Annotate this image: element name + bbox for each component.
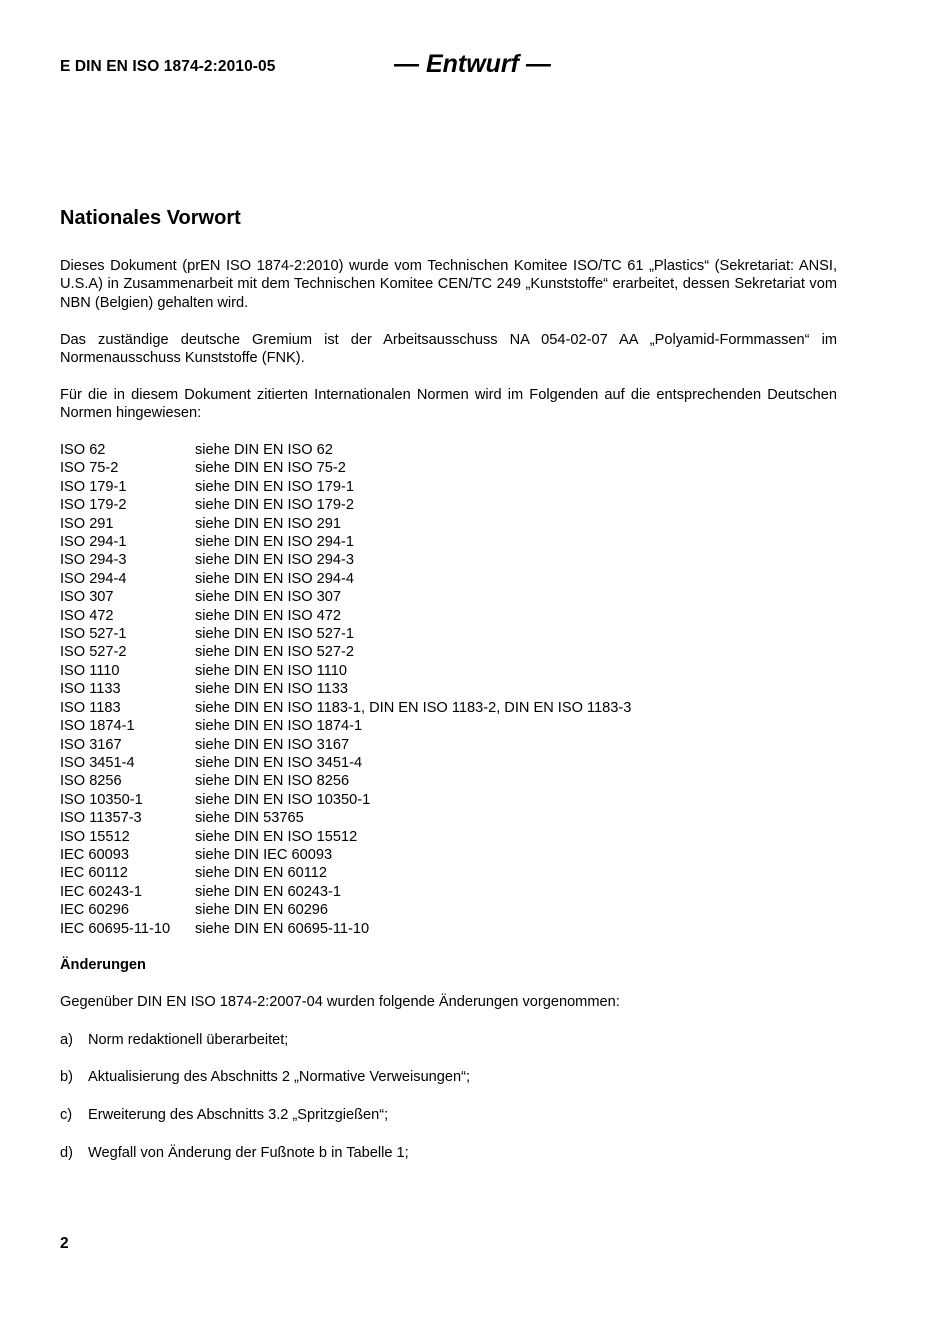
german-norm-reference: siehe DIN EN ISO 179-1	[195, 478, 354, 495]
change-item-marker: a)	[60, 1031, 73, 1048]
norm-reference-row	[60, 496, 631, 514]
norm-reference-row	[60, 459, 631, 477]
international-norm: IEC 60243-1	[60, 883, 142, 900]
change-item	[60, 1031, 837, 1049]
german-norm-reference: siehe DIN IEC 60093	[195, 846, 333, 863]
norm-reference-row	[60, 772, 631, 790]
international-norm: IEC 60093	[60, 846, 129, 863]
norm-reference-row	[60, 551, 631, 569]
international-norm: ISO 294-3	[60, 552, 127, 569]
norm-reference-row	[60, 717, 631, 735]
norm-reference-row	[60, 441, 631, 459]
change-item	[60, 1068, 837, 1086]
international-norm: ISO 179-2	[60, 497, 127, 514]
norm-reference-row	[60, 607, 631, 625]
international-norm: IEC 60695-11-10	[60, 920, 171, 937]
international-norm: ISO 15512	[60, 828, 130, 845]
german-norm-reference: siehe DIN EN ISO 294-1	[195, 534, 354, 551]
german-norm-reference: siehe DIN EN 60695-11-10	[195, 920, 370, 937]
international-norm: ISO 294-1	[60, 534, 127, 551]
change-item-text: Norm redaktionell überarbeitet;	[88, 1031, 289, 1048]
german-norm-reference: siehe DIN EN ISO 307	[195, 589, 342, 606]
german-norm-reference: siehe DIN EN ISO 527-1	[195, 626, 354, 643]
international-norm: ISO 8256	[60, 773, 122, 790]
section-title: Nationales Vorwort	[60, 207, 241, 229]
norm-reference-row	[60, 643, 631, 661]
german-norm-reference: siehe DIN 53765	[195, 810, 304, 827]
german-norm-reference: siehe DIN EN ISO 10350-1	[195, 791, 371, 808]
changes-heading: Änderungen	[60, 957, 146, 974]
change-item	[60, 1106, 837, 1124]
international-norm: IEC 60112	[60, 865, 128, 882]
international-norm: ISO 62	[60, 442, 106, 459]
german-norm-reference: siehe DIN EN ISO 1133	[195, 681, 349, 698]
international-norm: ISO 472	[60, 607, 114, 624]
norm-reference-table	[60, 441, 631, 938]
german-norm-reference: siehe DIN EN ISO 1874-1	[195, 718, 363, 735]
german-norm-reference: siehe DIN EN ISO 75-2	[195, 460, 346, 477]
norm-reference-row	[60, 920, 631, 938]
norm-reference-row	[60, 680, 631, 698]
norm-reference-row	[60, 901, 631, 919]
international-norm: IEC 60296	[60, 902, 129, 919]
change-item-text: Aktualisierung des Abschnitts 2 „Normative Verweisungen“;	[88, 1069, 471, 1086]
german-norm-reference: siehe DIN EN ISO 472	[195, 607, 342, 624]
german-norm-reference: siehe DIN EN ISO 1183-1, DIN EN ISO 1183-2, DIN EN ISO 1183-3	[195, 699, 632, 716]
norm-reference-row	[60, 478, 631, 496]
norm-reference-row	[60, 699, 631, 717]
german-norm-reference: siehe DIN EN ISO 294-4	[195, 570, 354, 587]
norm-reference-row	[60, 791, 631, 809]
international-norm: ISO 1183	[60, 699, 121, 716]
change-item-marker: b)	[60, 1069, 73, 1086]
international-norm: ISO 294-4	[60, 570, 127, 587]
international-norm: ISO 11357-3	[60, 810, 142, 827]
norm-reference-row	[60, 883, 631, 901]
international-norm: ISO 307	[60, 589, 114, 606]
german-norm-reference: siehe DIN EN ISO 3451-4	[195, 754, 363, 771]
international-norm: ISO 75-2	[60, 460, 119, 477]
international-norm: ISO 1874-1	[60, 718, 135, 735]
international-norm: ISO 1110	[60, 662, 120, 679]
change-item-text: Wegfall von Änderung der Fußnote b in Tabelle 1;	[88, 1144, 409, 1161]
german-norm-reference: siehe DIN EN ISO 179-2	[195, 497, 354, 514]
norm-reference-row	[60, 515, 631, 533]
german-norm-reference: siehe DIN EN 60112	[195, 865, 327, 882]
change-item-text: Erweiterung des Abschnitts 3.2 „Spritzgießen“;	[88, 1106, 389, 1123]
foreword-paragraph-3: Für die in diesem Dokument zitierten Internationalen Normen wird im Folgenden auf die entsprechenden Deutschen Normen hingewiesen:	[60, 386, 837, 422]
german-norm-reference: siehe DIN EN ISO 291	[195, 515, 342, 532]
international-norm: ISO 3451-4	[60, 754, 135, 771]
norm-reference-row	[60, 588, 631, 606]
german-norm-reference: siehe DIN EN 60296	[195, 902, 329, 919]
change-item-marker: c)	[60, 1106, 73, 1123]
page-number: 2	[60, 1235, 69, 1252]
international-norm: ISO 527-1	[60, 626, 127, 643]
international-norm: ISO 179-1	[60, 478, 127, 495]
german-norm-reference: siehe DIN EN ISO 8256	[195, 773, 350, 790]
international-norm: ISO 1133	[60, 681, 121, 698]
foreword-paragraph-2: Das zuständige deutsche Gremium ist der Arbeitsausschuss NA 054-02-07 AA „Polyamid-Formmassen“ im Normenausschuss Kunststoffe (FNK).	[60, 331, 837, 367]
norm-reference-row	[60, 864, 631, 882]
german-norm-reference: siehe DIN EN 60243-1	[195, 883, 342, 900]
norm-reference-row	[60, 570, 631, 588]
norm-reference-row	[60, 533, 631, 551]
norm-reference-row	[60, 754, 631, 772]
international-norm: ISO 291	[60, 515, 114, 532]
draft-label: — Entwurf —	[394, 50, 551, 78]
international-norm: ISO 527-2	[60, 644, 127, 661]
foreword-content	[60, 257, 837, 1162]
changes-intro: Gegenüber DIN EN ISO 1874-2:2007-04 wurden folgende Änderungen vorgenommen:	[60, 994, 620, 1011]
german-norm-reference: siehe DIN EN ISO 3167	[195, 736, 350, 753]
norm-reference-row	[60, 625, 631, 643]
german-norm-reference: siehe DIN EN ISO 62	[195, 442, 333, 459]
international-norm: ISO 3167	[60, 736, 122, 753]
german-norm-reference: siehe DIN EN ISO 527-2	[195, 644, 354, 661]
norm-reference-row	[60, 809, 631, 827]
german-norm-reference: siehe DIN EN ISO 294-3	[195, 552, 354, 569]
german-norm-reference: siehe DIN EN ISO 1110	[195, 662, 347, 679]
norm-reference-row	[60, 828, 631, 846]
changes-list	[60, 1031, 837, 1162]
change-item-marker: d)	[60, 1144, 73, 1161]
change-item	[60, 1144, 837, 1162]
german-norm-reference: siehe DIN EN ISO 15512	[195, 828, 358, 845]
norm-reference-row	[60, 846, 631, 864]
document-id: E DIN EN ISO 1874-2:2010-05	[60, 58, 276, 75]
norm-reference-row	[60, 662, 631, 680]
foreword-paragraph-1: Dieses Dokument (prEN ISO 1874-2:2010) wurde vom Technischen Komitee ISO/TC 61 „Plastics“ (Sekretariat: ANSI, U.S.A) in Zusammenarbeit mit dem Technischen Komitee CEN/TC 249 „Kunststoffe“ erarbeitet, dessen Sekretariat vom NBN (Belgien) gehalten wird.	[60, 258, 837, 311]
international-norm: ISO 10350-1	[60, 791, 143, 808]
norm-reference-row	[60, 736, 631, 754]
